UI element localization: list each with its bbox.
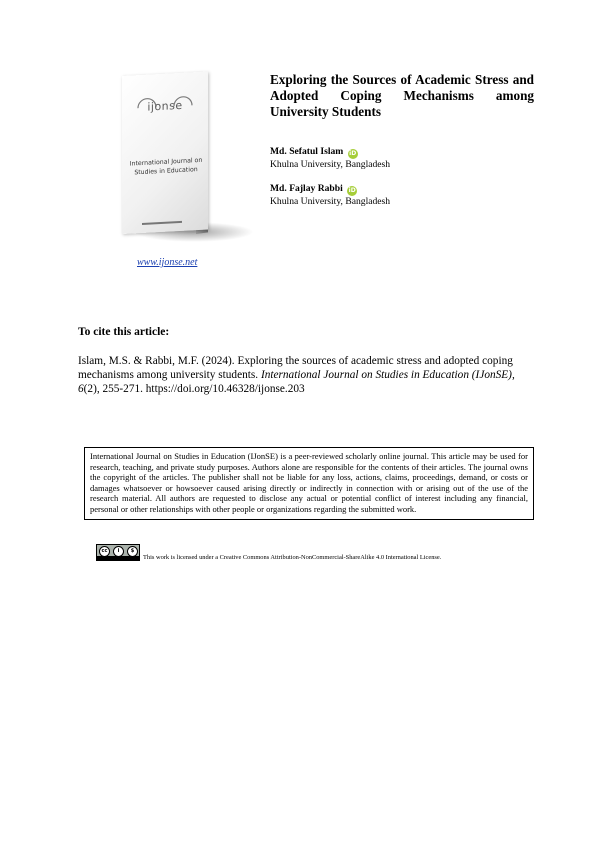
author-1 <box>270 146 390 170</box>
article-title: Exploring the Sources of Academic Stress and Adopted Coping Mechanisms among University Students <box>270 72 534 119</box>
cover-front <box>122 71 208 234</box>
citation-issue-doi: (2), 255-271. https://doi.org/10.46328/ijonse.203 <box>83 383 305 395</box>
citation-text <box>78 354 536 396</box>
author-affiliation: Khulna University, Bangladesh <box>270 196 391 207</box>
journal-website-link[interactable]: www.ijonse.net <box>137 257 198 268</box>
cover-divider <box>142 221 182 225</box>
cc-by-nc-sa-icon[interactable] <box>96 544 140 561</box>
author-affiliation: Khulna University, Bangladesh <box>270 159 391 170</box>
license-text: This work is licensed under a Creative Commons Attribution-NonCommercial-ShareAlike 4.0 International License. <box>143 554 442 561</box>
cc-icon: cc <box>99 546 110 557</box>
badge-strip <box>97 556 139 560</box>
citation-journal: International Journal on Studies in Education (IJonSE), <box>260 369 515 381</box>
author-name: Md. Fajlay Rabbi <box>270 183 343 194</box>
sa-icon: $ <box>127 546 138 557</box>
citation-authors-year: Islam, M.S. & Rabbi, M.F. (2024). Exploring the sources of academic stress and adopted coping mechanisms among university students. <box>78 355 513 381</box>
orcid-icon[interactable]: iD <box>349 150 357 157</box>
by-icon: i <box>113 546 124 557</box>
cover-journal-name: International Journal on Studies in Education <box>129 156 203 177</box>
citation-volume: 6 <box>78 383 84 395</box>
citation-heading: To cite this article: <box>78 326 170 338</box>
journal-cover <box>112 72 242 252</box>
ijonse-logo-icon <box>130 92 200 122</box>
disclaimer-box: International Journal on Studies in Education (IJonSE) is a peer-reviewed scholarly online journal. This article may be used for research, teaching, and private study purposes. Authors alone are responsible for the contents of their articles. The journal owns the copyright of the articles. The publisher shall not be liable for any loss, actions, claims, proceedings, demand, or costs or damages whatsoever or howsoever caused arising directly or indirectly in connection with or arising out of the use of the research material. All authors are requested to disclose any actual or potential conflict of interest including any financial, personal or other relationships with other people or organizations regarding the submitted work. <box>84 447 534 520</box>
author-name: Md. Sefatul Islam <box>270 146 344 157</box>
author-2 <box>270 183 390 207</box>
orcid-icon[interactable]: iD <box>348 187 356 194</box>
cover-logo-text: ijonse <box>147 98 183 114</box>
